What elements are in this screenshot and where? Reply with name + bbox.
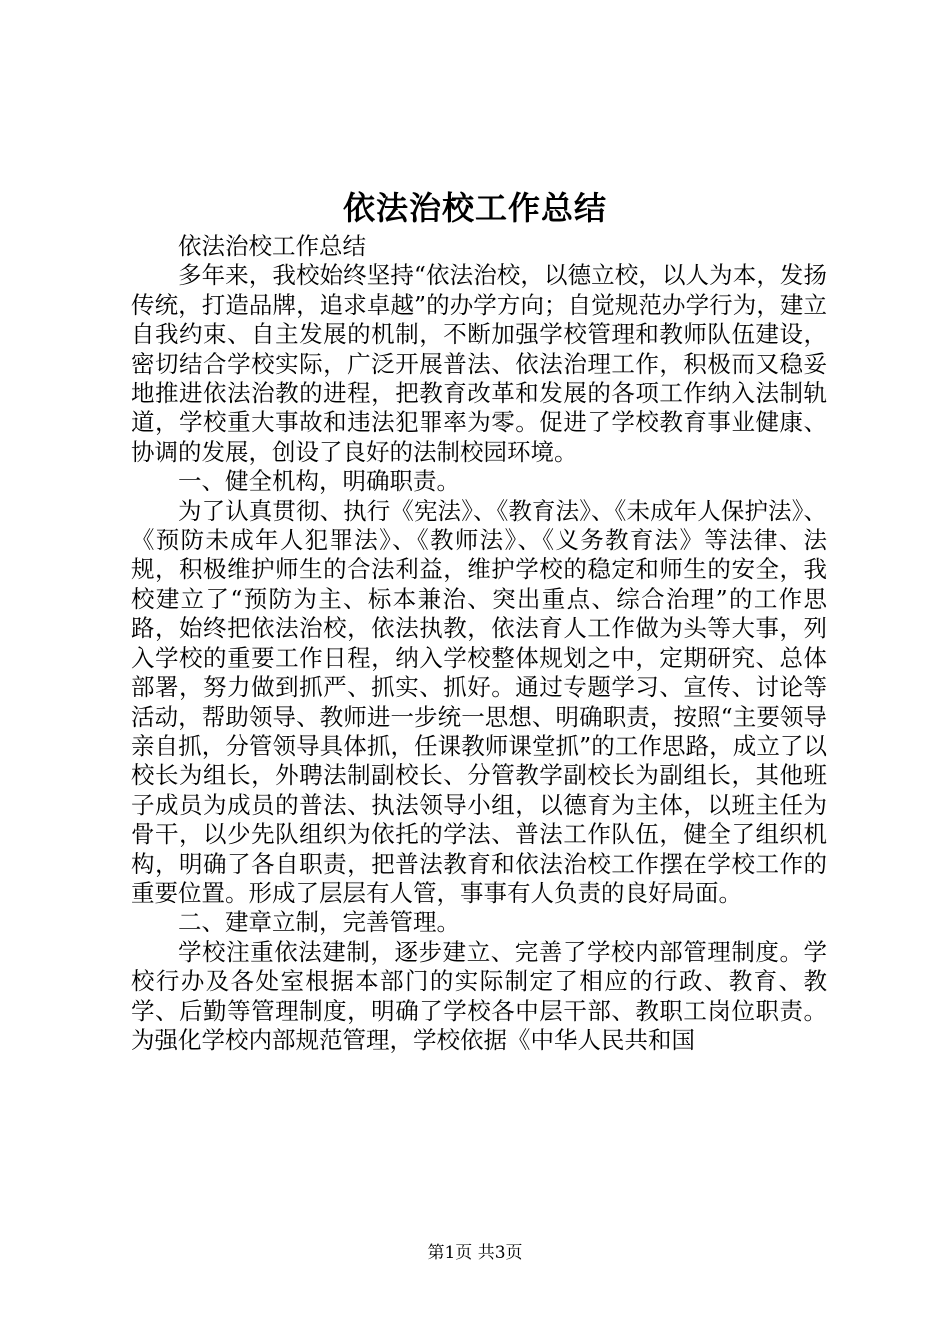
subtitle-paragraph: 依法治校工作总结 (178, 232, 366, 260)
document-body (131, 232, 827, 1055)
page-footer: 第1页 共3页 (427, 1243, 523, 1263)
section-1-paragraph: 为了认真贯彻、执行《宪法》、《教育法》、《未成年人保护法》、《预防未成年人犯罪法》、《教师法》、《义务教育法》等法律、法规，积极维护师生的合法利益，维护学校的稳定和师生的安全，我校建立了“预防为主、标本兼治、突出重点、综合治理”的工作思路，始终把依法治校，依法执教，依法育人工作做为头等大事，列入学校的重要工作日程，纳入学校整体规划之中，定期研究、总体部署，努力做到抓严、抓实、抓好。通过专题学习、宣传、讨论等活动，帮助领导、教师进一步统一思想、明确职责，按照“主要领导亲自抓，分管领导具体抓，任课教师课堂抓”的工作思路，成立了以校长为组长，外聘法制副校长、分管教学副校长为副组长，其他班子成员为成员的普法、执法领导小组，以德育为主体，以班主任为骨干，以少先队组织为依托的学法、普法工作队伍，健全了组织机构，明确了各自职责，把普法教育和依法治校工作摆在学校工作的重要位置。形成了层层有人管，事事有人负责的良好局面。 (131, 496, 827, 907)
section-2-paragraph: 学校注重依法建制，逐步建立、完善了学校内部管理制度。学校行办及各处室根据本部门的实际制定了相应的行政、教育、教学、后勤等管理制度，明确了学校各中层干部、教职工岗位职责。为强化学校内部规范管理，学校依据《中华人民共和国 (131, 937, 827, 1054)
document-title: 依法治校工作总结 (342, 189, 607, 227)
intro-paragraph: 多年来，我校始终坚持“依法治校，以德立校，以人为本，发扬传统，打造品牌，追求卓越”的办学方向；自觉规范办学行为，建立自我约束、自主发展的机制，不断加强学校管理和教师队伍建设，密切结合学校实际，广泛开展普法、依法治理工作，积极而又稳妥地推进依法治教的进程，把教育改革和发展的各项工作纳入法制轨道，学校重大事故和违法犯罪率为零。促进了学校教育事业健康、协调的发展，创设了良好的法制校园环境。 (131, 261, 827, 466)
section-heading-1: 一、健全机构，明确职责。 (178, 467, 460, 496)
section-heading-2: 二、建章立制，完善管理。 (178, 908, 460, 937)
